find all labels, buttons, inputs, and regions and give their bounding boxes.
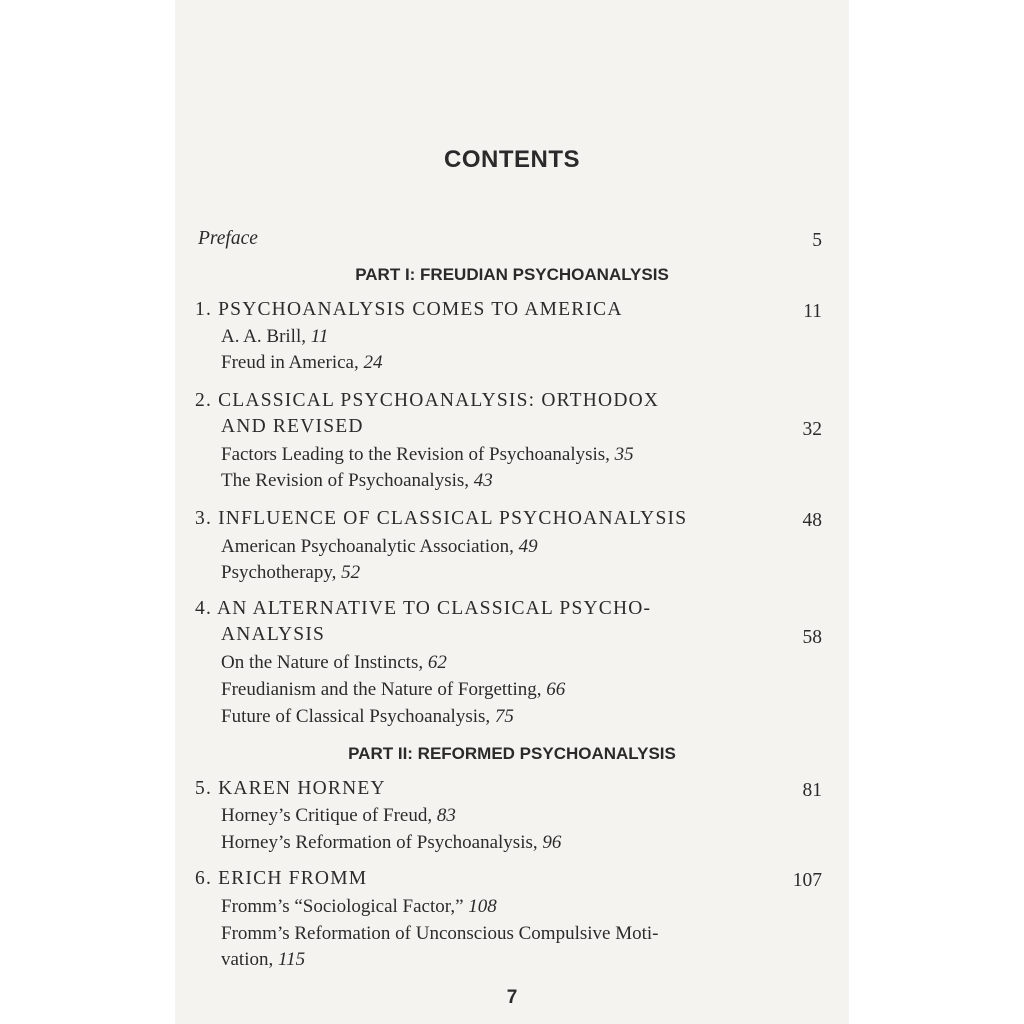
- section-entry: [221, 677, 565, 703]
- section-page-number: 35: [614, 444, 634, 465]
- chapter-title: 6. ERICH FROMM: [195, 868, 368, 889]
- section-title: Horney’s Reformation of Psychoanalysis,: [221, 832, 543, 853]
- section-entry-continuation: [221, 947, 305, 973]
- section-title: Factors Leading to the Revision of Psychoanalysis,: [221, 444, 615, 465]
- section-title: Fromm’s Reformation of Unconscious Compulsive Moti-: [221, 923, 659, 944]
- section-page-number: 24: [363, 352, 383, 373]
- section-page-number: 62: [427, 652, 447, 673]
- section-title: On the Nature of Instincts,: [221, 652, 428, 673]
- section-title: A. A. Brill,: [221, 326, 311, 347]
- section-entry: [221, 560, 360, 586]
- chapter-title: 5. KAREN HORNEY: [195, 778, 386, 799]
- chapter-title-continuation: ANALYSIS: [221, 624, 326, 645]
- section-page-number: 108: [468, 896, 497, 917]
- chapter-title: 4. AN ALTERNATIVE TO CLASSICAL PSYCHO-: [195, 598, 652, 619]
- chapter-title: 1. PSYCHOANALYSIS COMES TO AMERICA: [195, 299, 623, 320]
- section-page-number: 96: [542, 832, 562, 853]
- section-title: American Psychoanalytic Association,: [221, 536, 519, 557]
- section-entry: [221, 704, 514, 730]
- chapter-page-number: 11: [803, 301, 822, 322]
- section-entry: [221, 921, 659, 947]
- section-page-number: 49: [518, 536, 538, 557]
- section-entry: [221, 442, 634, 468]
- section-page-number: 43: [473, 470, 493, 491]
- section-page-number: 75: [494, 706, 514, 727]
- section-entry: [221, 803, 456, 829]
- chapter-title-continuation: AND REVISED: [221, 416, 364, 437]
- chapter-page-number: 107: [792, 870, 822, 891]
- part-heading: PART I: FREUDIAN PSYCHOANALYSIS: [355, 265, 669, 284]
- section-entry: [221, 650, 447, 676]
- section-page-number: 115: [278, 949, 306, 970]
- section-page-number: 66: [546, 679, 566, 700]
- section-title: Freudianism and the Nature of Forgetting,: [221, 679, 547, 700]
- chapter-page-number: 32: [802, 419, 822, 440]
- chapter-title: 2. CLASSICAL PSYCHOANALYSIS: ORTHODOX: [195, 390, 660, 411]
- section-title: Future of Classical Psychoanalysis,: [221, 706, 495, 727]
- section-entry: [221, 894, 497, 920]
- section-entry: [221, 324, 328, 350]
- section-entry: [221, 534, 538, 560]
- section-page-number: 11: [310, 326, 329, 347]
- section-title: Fromm’s “Sociological Factor,”: [221, 896, 469, 917]
- chapter-page-number: 81: [802, 780, 822, 801]
- section-page-number: 52: [341, 562, 361, 583]
- section-title: Freud in America,: [221, 352, 364, 373]
- page-title: CONTENTS: [444, 146, 580, 173]
- preface-page-number: 5: [812, 230, 822, 251]
- chapter-page-number: 58: [802, 627, 822, 648]
- section-entry: [221, 350, 382, 376]
- chapter-page-number: 48: [802, 510, 822, 531]
- book-page: [175, 0, 849, 1024]
- section-title: Horney’s Critique of Freud,: [221, 805, 437, 826]
- preface-label: Preface: [198, 228, 258, 249]
- section-page-number: 83: [436, 805, 456, 826]
- section-title: The Revision of Psychoanalysis,: [221, 470, 474, 491]
- page-folio-number: 7: [506, 987, 518, 1008]
- chapter-title: 3. INFLUENCE OF CLASSICAL PSYCHOANALYSIS: [195, 508, 688, 529]
- section-title: Psychotherapy,: [221, 562, 342, 583]
- section-entry: [221, 468, 493, 494]
- section-title: vation,: [221, 949, 278, 970]
- section-entry: [221, 830, 561, 856]
- part-heading: PART II: REFORMED PSYCHOANALYSIS: [348, 744, 676, 763]
